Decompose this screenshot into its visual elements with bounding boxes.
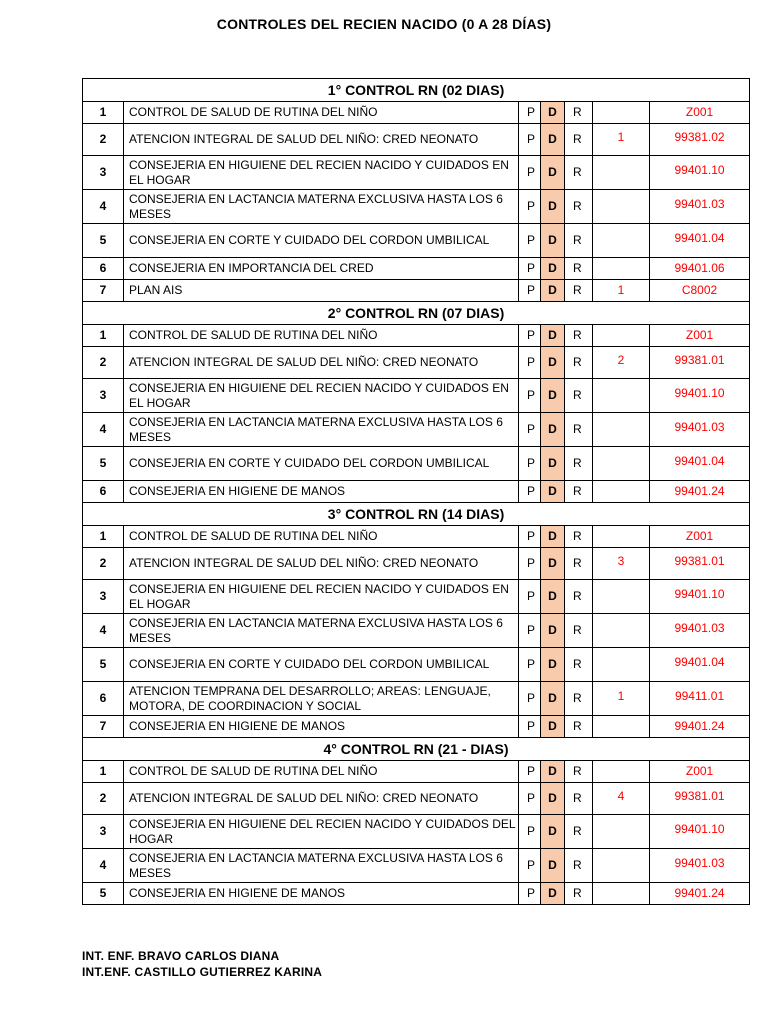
table-row xyxy=(83,379,750,413)
row-description: CONTROL DE SALUD DE RUTINA DEL NIÑO xyxy=(124,102,519,124)
r-column-cell: R xyxy=(565,156,593,190)
code-cell: 99401.24 xyxy=(650,481,750,503)
quantity-cell xyxy=(593,379,650,413)
r-column-cell: R xyxy=(565,648,593,682)
table-row xyxy=(83,156,750,190)
code-cell: Z001 xyxy=(650,761,750,783)
p-column-cell: P xyxy=(519,648,541,682)
p-column-cell: P xyxy=(519,849,541,883)
code-cell: 99381.01 xyxy=(650,783,750,815)
code-cell: 99401.06 xyxy=(650,258,750,280)
row-description: CONSEJERIA EN LACTANCIA MATERNA EXCLUSIVA HASTA LOS 6 MESES xyxy=(124,614,519,648)
p-column-cell: P xyxy=(519,124,541,156)
table-row xyxy=(83,258,750,280)
row-number: 4 xyxy=(83,614,124,648)
p-column-cell: P xyxy=(519,347,541,379)
quantity-cell xyxy=(593,481,650,503)
table-row xyxy=(83,447,750,481)
d-column-cell: D xyxy=(541,883,565,905)
r-column-cell: R xyxy=(565,447,593,481)
table-row xyxy=(83,224,750,258)
d-column-cell: D xyxy=(541,413,565,447)
table-row xyxy=(83,849,750,883)
page-title: CONTROLES DEL RECIEN NACIDO (0 A 28 DÍAS) xyxy=(216,16,552,32)
row-number: 3 xyxy=(83,379,124,413)
p-column-cell: P xyxy=(519,325,541,347)
row-description: CONSEJERIA EN LACTANCIA MATERNA EXCLUSIVA HASTA LOS 6 MESES xyxy=(124,413,519,447)
d-column-cell: D xyxy=(541,481,565,503)
code-cell: 99381.01 xyxy=(650,548,750,580)
quantity-cell xyxy=(593,325,650,347)
row-description: CONSEJERIA EN LACTANCIA MATERNA EXCLUSIVA HASTA LOS 6 MESES xyxy=(124,190,519,224)
section-header-row xyxy=(83,738,750,761)
row-number: 2 xyxy=(83,783,124,815)
code-cell: 99401.04 xyxy=(650,447,750,481)
code-cell: 99401.04 xyxy=(650,648,750,682)
table-row xyxy=(83,325,750,347)
section-header-row xyxy=(83,79,750,102)
table-row xyxy=(83,614,750,648)
r-column-cell: R xyxy=(565,379,593,413)
d-column-cell: D xyxy=(541,325,565,347)
code-cell: 99401.03 xyxy=(650,849,750,883)
code-cell: 99401.10 xyxy=(650,379,750,413)
p-column-cell: P xyxy=(519,716,541,738)
code-cell: 99401.10 xyxy=(650,580,750,614)
quantity-cell xyxy=(593,648,650,682)
code-cell: 99401.04 xyxy=(650,224,750,258)
quantity-cell xyxy=(593,526,650,548)
p-column-cell: P xyxy=(519,102,541,124)
r-column-cell: R xyxy=(565,716,593,738)
section-heading: 4° CONTROL RN (21 - DIAS) xyxy=(83,738,750,761)
row-description: CONSEJERIA EN CORTE Y CUIDADO DEL CORDON UMBILICAL xyxy=(124,447,519,481)
r-column-cell: R xyxy=(565,526,593,548)
row-number: 2 xyxy=(83,548,124,580)
d-column-cell: D xyxy=(541,347,565,379)
table-row xyxy=(83,102,750,124)
quantity-cell xyxy=(593,447,650,481)
code-cell: 99401.10 xyxy=(650,815,750,849)
row-number: 4 xyxy=(83,849,124,883)
section-header-row xyxy=(83,503,750,526)
p-column-cell: P xyxy=(519,258,541,280)
footer-author-2: INT.ENF. CASTILLO GUTIERREZ KARINA xyxy=(82,965,323,979)
r-column-cell: R xyxy=(565,614,593,648)
table-row xyxy=(83,190,750,224)
p-column-cell: P xyxy=(519,481,541,503)
d-column-cell: D xyxy=(541,815,565,849)
table-row xyxy=(83,413,750,447)
r-column-cell: R xyxy=(565,783,593,815)
section-heading: 2° CONTROL RN (07 DIAS) xyxy=(83,302,750,325)
row-number: 7 xyxy=(83,280,124,302)
table-row xyxy=(83,347,750,379)
row-description: PLAN AIS xyxy=(124,280,519,302)
quantity-cell xyxy=(593,156,650,190)
row-number: 1 xyxy=(83,325,124,347)
row-description: ATENCION TEMPRANA DEL DESARROLLO; AREAS: LENGUAJE, MOTORA, DE COORDINACION Y SOCIAL xyxy=(124,682,519,716)
quantity-cell: 1 xyxy=(593,280,650,302)
section-header-row xyxy=(83,302,750,325)
quantity-cell xyxy=(593,102,650,124)
row-number: 1 xyxy=(83,102,124,124)
row-number: 6 xyxy=(83,682,124,716)
row-description: ATENCION INTEGRAL DE SALUD DEL NIÑO: CRED NEONATO xyxy=(124,783,519,815)
row-description: CONSEJERIA EN CORTE Y CUIDADO DEL CORDON UMBILICAL xyxy=(124,224,519,258)
row-description: CONSEJERIA EN HIGIENE DE MANOS xyxy=(124,481,519,503)
row-number: 2 xyxy=(83,347,124,379)
r-column-cell: R xyxy=(565,325,593,347)
quantity-cell: 1 xyxy=(593,124,650,156)
row-number: 5 xyxy=(83,883,124,905)
p-column-cell: P xyxy=(519,447,541,481)
table-row xyxy=(83,815,750,849)
row-description: ATENCION INTEGRAL DE SALUD DEL NIÑO: CRED NEONATO xyxy=(124,347,519,379)
r-column-cell: R xyxy=(565,580,593,614)
r-column-cell: R xyxy=(565,413,593,447)
code-cell: 99401.24 xyxy=(650,883,750,905)
d-column-cell: D xyxy=(541,580,565,614)
row-description: ATENCION INTEGRAL DE SALUD DEL NIÑO: CRED NEONATO xyxy=(124,548,519,580)
d-column-cell: D xyxy=(541,124,565,156)
row-description: CONSEJERIA EN LACTANCIA MATERNA EXCLUSIVA HASTA LOS 6 MESES xyxy=(124,849,519,883)
table-row xyxy=(83,716,750,738)
quantity-cell xyxy=(593,413,650,447)
d-column-cell: D xyxy=(541,761,565,783)
d-column-cell: D xyxy=(541,447,565,481)
d-column-cell: D xyxy=(541,526,565,548)
d-column-cell: D xyxy=(541,849,565,883)
row-number: 5 xyxy=(83,447,124,481)
p-column-cell: P xyxy=(519,156,541,190)
quantity-cell xyxy=(593,883,650,905)
footer-author-1: INT. ENF. BRAVO CARLOS DIANA xyxy=(82,949,280,963)
d-column-cell: D xyxy=(541,614,565,648)
code-cell: 99381.02 xyxy=(650,124,750,156)
d-column-cell: D xyxy=(541,682,565,716)
row-description: CONSEJERIA EN HIGIENE DE MANOS xyxy=(124,716,519,738)
quantity-cell xyxy=(593,849,650,883)
p-column-cell: P xyxy=(519,379,541,413)
code-cell: C8002 xyxy=(650,280,750,302)
quantity-cell: 3 xyxy=(593,548,650,580)
row-description: CONSEJERIA EN IMPORTANCIA DEL CRED xyxy=(124,258,519,280)
r-column-cell: R xyxy=(565,224,593,258)
table-row xyxy=(83,280,750,302)
controls-table xyxy=(82,78,750,905)
p-column-cell: P xyxy=(519,526,541,548)
row-number: 6 xyxy=(83,481,124,503)
row-number: 4 xyxy=(83,190,124,224)
row-number: 6 xyxy=(83,258,124,280)
row-description: CONSEJERIA EN HIGUIENE DEL RECIEN NACIDO Y CUIDADOS EN EL HOGAR xyxy=(124,379,519,413)
quantity-cell xyxy=(593,761,650,783)
quantity-cell xyxy=(593,580,650,614)
p-column-cell: P xyxy=(519,614,541,648)
quantity-cell xyxy=(593,815,650,849)
row-number: 4 xyxy=(83,413,124,447)
row-number: 3 xyxy=(83,156,124,190)
d-column-cell: D xyxy=(541,783,565,815)
quantity-cell: 4 xyxy=(593,783,650,815)
row-description: CONTROL DE SALUD DE RUTINA DEL NIÑO xyxy=(124,526,519,548)
r-column-cell: R xyxy=(565,347,593,379)
table-row xyxy=(83,783,750,815)
p-column-cell: P xyxy=(519,761,541,783)
row-number: 5 xyxy=(83,648,124,682)
row-number: 1 xyxy=(83,761,124,783)
d-column-cell: D xyxy=(541,280,565,302)
row-number: 5 xyxy=(83,224,124,258)
p-column-cell: P xyxy=(519,190,541,224)
r-column-cell: R xyxy=(565,815,593,849)
d-column-cell: D xyxy=(541,156,565,190)
p-column-cell: P xyxy=(519,883,541,905)
quantity-cell xyxy=(593,224,650,258)
r-column-cell: R xyxy=(565,761,593,783)
code-cell: 99401.03 xyxy=(650,413,750,447)
table-row xyxy=(83,481,750,503)
d-column-cell: D xyxy=(541,379,565,413)
code-cell: 99401.03 xyxy=(650,614,750,648)
row-description: ATENCION INTEGRAL DE SALUD DEL NIÑO: CRED NEONATO xyxy=(124,124,519,156)
quantity-cell xyxy=(593,716,650,738)
r-column-cell: R xyxy=(565,124,593,156)
table-row xyxy=(83,761,750,783)
d-column-cell: D xyxy=(541,102,565,124)
p-column-cell: P xyxy=(519,548,541,580)
code-cell: 99381.01 xyxy=(650,347,750,379)
p-column-cell: P xyxy=(519,280,541,302)
d-column-cell: D xyxy=(541,224,565,258)
r-column-cell: R xyxy=(565,849,593,883)
p-column-cell: P xyxy=(519,682,541,716)
table-row xyxy=(83,883,750,905)
r-column-cell: R xyxy=(565,682,593,716)
code-cell: 99401.24 xyxy=(650,716,750,738)
p-column-cell: P xyxy=(519,413,541,447)
quantity-cell xyxy=(593,614,650,648)
row-description: CONSEJERIA EN HIGIENE DE MANOS xyxy=(124,883,519,905)
row-description: CONTROL DE SALUD DE RUTINA DEL NIÑO xyxy=(124,325,519,347)
code-cell: 99411.01 xyxy=(650,682,750,716)
row-description: CONSEJERIA EN HIGUIENE DEL RECIEN NACIDO Y CUIDADOS EN EL HOGAR xyxy=(124,156,519,190)
code-cell: Z001 xyxy=(650,102,750,124)
quantity-cell xyxy=(593,190,650,224)
d-column-cell: D xyxy=(541,190,565,224)
p-column-cell: P xyxy=(519,783,541,815)
code-cell: 99401.03 xyxy=(650,190,750,224)
row-description: CONSEJERIA EN CORTE Y CUIDADO DEL CORDON UMBILICAL xyxy=(124,648,519,682)
quantity-cell xyxy=(593,258,650,280)
r-column-cell: R xyxy=(565,548,593,580)
table-row xyxy=(83,548,750,580)
row-description: CONSEJERIA EN HIGUIENE DEL RECIEN NACIDO Y CUIDADOS DEL HOGAR xyxy=(124,815,519,849)
row-number: 2 xyxy=(83,124,124,156)
p-column-cell: P xyxy=(519,224,541,258)
section-heading: 3° CONTROL RN (14 DIAS) xyxy=(83,503,750,526)
r-column-cell: R xyxy=(565,258,593,280)
r-column-cell: R xyxy=(565,481,593,503)
table-row xyxy=(83,580,750,614)
row-description: CONTROL DE SALUD DE RUTINA DEL NIÑO xyxy=(124,761,519,783)
quantity-cell: 2 xyxy=(593,347,650,379)
d-column-cell: D xyxy=(541,548,565,580)
r-column-cell: R xyxy=(565,883,593,905)
row-number: 7 xyxy=(83,716,124,738)
row-description: CONSEJERIA EN HIGUIENE DEL RECIEN NACIDO Y CUIDADOS EN EL HOGAR xyxy=(124,580,519,614)
p-column-cell: P xyxy=(519,815,541,849)
r-column-cell: R xyxy=(565,102,593,124)
row-number: 3 xyxy=(83,815,124,849)
code-cell: Z001 xyxy=(650,325,750,347)
code-cell: Z001 xyxy=(650,526,750,548)
d-column-cell: D xyxy=(541,258,565,280)
r-column-cell: R xyxy=(565,190,593,224)
section-heading: 1° CONTROL RN (02 DIAS) xyxy=(83,79,750,102)
quantity-cell: 1 xyxy=(593,682,650,716)
table-row xyxy=(83,526,750,548)
d-column-cell: D xyxy=(541,716,565,738)
row-number: 3 xyxy=(83,580,124,614)
d-column-cell: D xyxy=(541,648,565,682)
table-row xyxy=(83,124,750,156)
code-cell: 99401.10 xyxy=(650,156,750,190)
p-column-cell: P xyxy=(519,580,541,614)
table-row xyxy=(83,682,750,716)
table-row xyxy=(83,648,750,682)
row-number: 1 xyxy=(83,526,124,548)
r-column-cell: R xyxy=(565,280,593,302)
